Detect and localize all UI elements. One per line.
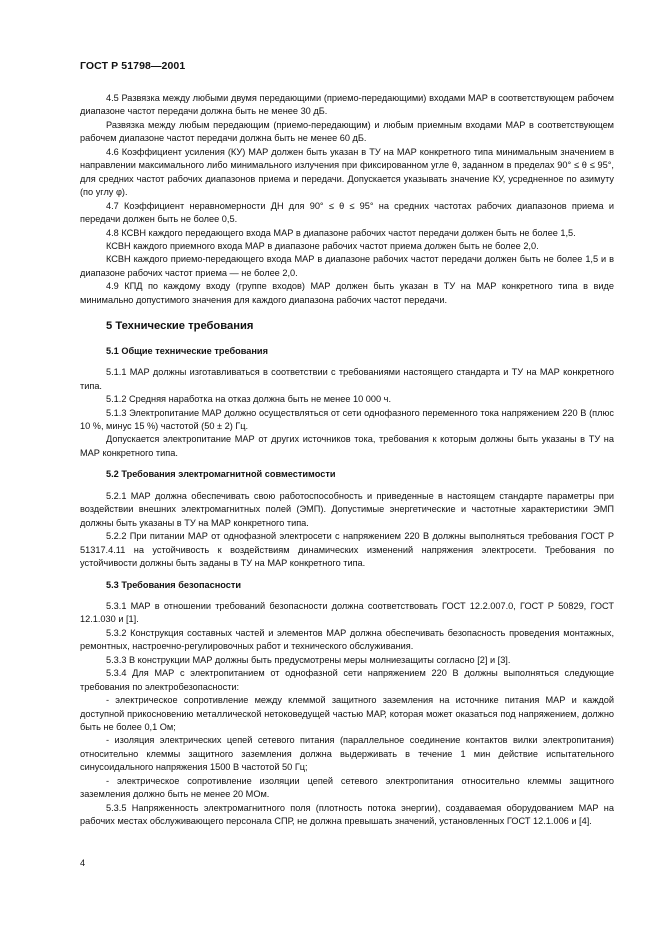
list-item: - электрическое сопротивление между клеммой защитного заземления на источнике питания МАР и каждой доступной прикосновению металлической нетоковедущей частью МАР, которая может оказаться под напряжением, должно быть не более 0,1 Ом;	[80, 695, 614, 733]
subsection-heading: 5.1 Общие технические требования	[106, 345, 268, 356]
paragraph: 5.2.1 МАР должна обеспечивать свою работоспособность и приведенные в настоящем стандарте параметры при воздействии внешних электромагнитных полей (ЭМП). Допустимые энергетические и частотные характеристики ЭМП должны быть указаны в ТУ на МАР конкретного типа.	[80, 490, 614, 528]
list-item: - изоляция электрических цепей сетевого питания (параллельное соединение контактов вилки электропитания) относительно клеммы защитного заземления должна выдерживать в течение 1 мин действие испытательного синусоидального напряжения 1500 В частотой 50 Гц;	[80, 735, 614, 773]
paragraph: 4.8 КСВН каждого передающего входа МАР в диапазоне рабочих частот передачи должен быть не более 1,5.	[106, 227, 576, 238]
list-item: - электрическое сопротивление изоляции цепей сетевого электропитания относительно клеммы защитного заземления должно быть не менее 20 МОм.	[80, 775, 614, 800]
document-body	[80, 92, 614, 829]
paragraph: Допускается электропитание МАР от других источников тока, требования к которым должны быть указаны в ТУ на МАР конкретного типа.	[80, 434, 614, 458]
paragraph: 4.9 КПД по каждому входу (группе входов) МАР должен быть указан в ТУ на МАР конкретного типа в виде минимально допустимого значения для каждого диапазона рабочих частот передачи.	[80, 281, 614, 305]
paragraph: 4.5 Развязка между любыми двумя передающими (приемо-передающими) входами МАР в соответствующем рабочем диапазоне частот передачи должна быть не менее 30 дБ.	[80, 93, 614, 117]
paragraph: КСВН каждого приемо-передающего входа МАР в диапазоне рабочих частот передачи должен быть не более 1,5 и в диапазоне рабочих частот приема — не более 2,0.	[80, 254, 614, 278]
paragraph: Развязка между любым передающим (приемо-передающим) и любым приемным входами МАР в соответствующем рабочем диапазоне частот передачи должна быть не менее 60 дБ.	[80, 119, 614, 144]
document-code-header: ГОСТ Р 51798—2001	[80, 60, 186, 72]
paragraph: 5.1.2 Средняя наработка на отказ должна быть не менее 10 000 ч.	[106, 394, 392, 405]
paragraph: 5.3.1 МАР в отношении требований безопасности должна соответствовать ГОСТ 12.2.007.0, ГОСТ Р 50829, ГОСТ 12.1.030 и [1].	[80, 600, 614, 625]
paragraph: 5.1.1 МАР должны изготавливаться в соответствии с требованиями настоящего стандарта и ТУ на МАР конкретного типа.	[80, 367, 614, 391]
paragraph: 5.2.2 При питании МАР от однофазной электросети с напряжением 220 В должны выполняться требования ГОСТ Р 51317.4.11 на устойчивость к воздействиям динамических изменений напряжения электросети. Требования по устойчивости должны быть заданы в ТУ на МАР конкретного типа.	[80, 531, 614, 569]
paragraph: 5.1.3 Электропитание МАР должно осуществляться от сети однофазного переменного тока напряжением 220 В (плюс 10 %, минус 15 %) частотой (50 ± 2) Гц.	[80, 407, 614, 431]
paragraph: 5.3.5 Напряженность электромагнитного поля (плотность потока энергии), создаваемая оборудованием МАР на рабочих местах обслуживающего персонала СПР, не должна превышать значений, установленных ГОСТ 12.1.006 и [4].	[80, 802, 614, 827]
paragraph: 5.3.3 В конструкции МАР должны быть предусмотрены меры молниезащиты согласно [2] и [3].	[106, 654, 511, 665]
paragraph: 4.7 Коэффициент неравномерности ДН для 90° ≤ θ ≤ 95° на средних частотах рабочих диапазонов приема и передачи должен быть не более 0,5.	[80, 200, 614, 225]
subsection-heading: 5.2 Требования электромагнитной совместимости	[106, 469, 336, 480]
subsection-heading: 5.3 Требования безопасности	[106, 579, 242, 590]
paragraph: КСВН каждого приемного входа МАР в диапазоне рабочих частот приема должен быть не более 2,0.	[106, 240, 539, 251]
paragraph: 5.3.4 Для МАР с электропитанием от однофазной сети напряжением 220 В должны выполняться следующие требования по электробезопасности:	[80, 668, 614, 692]
section-heading: 5 Технические требования	[106, 320, 254, 333]
page-number: 4	[80, 858, 86, 868]
paragraph: 5.3.2 Конструкция составных частей и элементов МАР должна обеспечивать безопасность проведения монтажных, ремонтных, настроечно-регулировочных работ и технического обслуживания.	[80, 627, 614, 652]
paragraph: 4.6 Коэффициент усиления (КУ) МАР должен быть указан в ТУ на МАР конкретного типа минимальным значением в направлении максимального либо минимального излучения при фиксированном угле θ, заданном в пределах 90° ≤ θ ≤ 95°, для средних частот рабочих диапазонов приема и передачи. Допускается указывать значение КУ, усредненное по азимуту (по углу φ).	[80, 146, 614, 198]
